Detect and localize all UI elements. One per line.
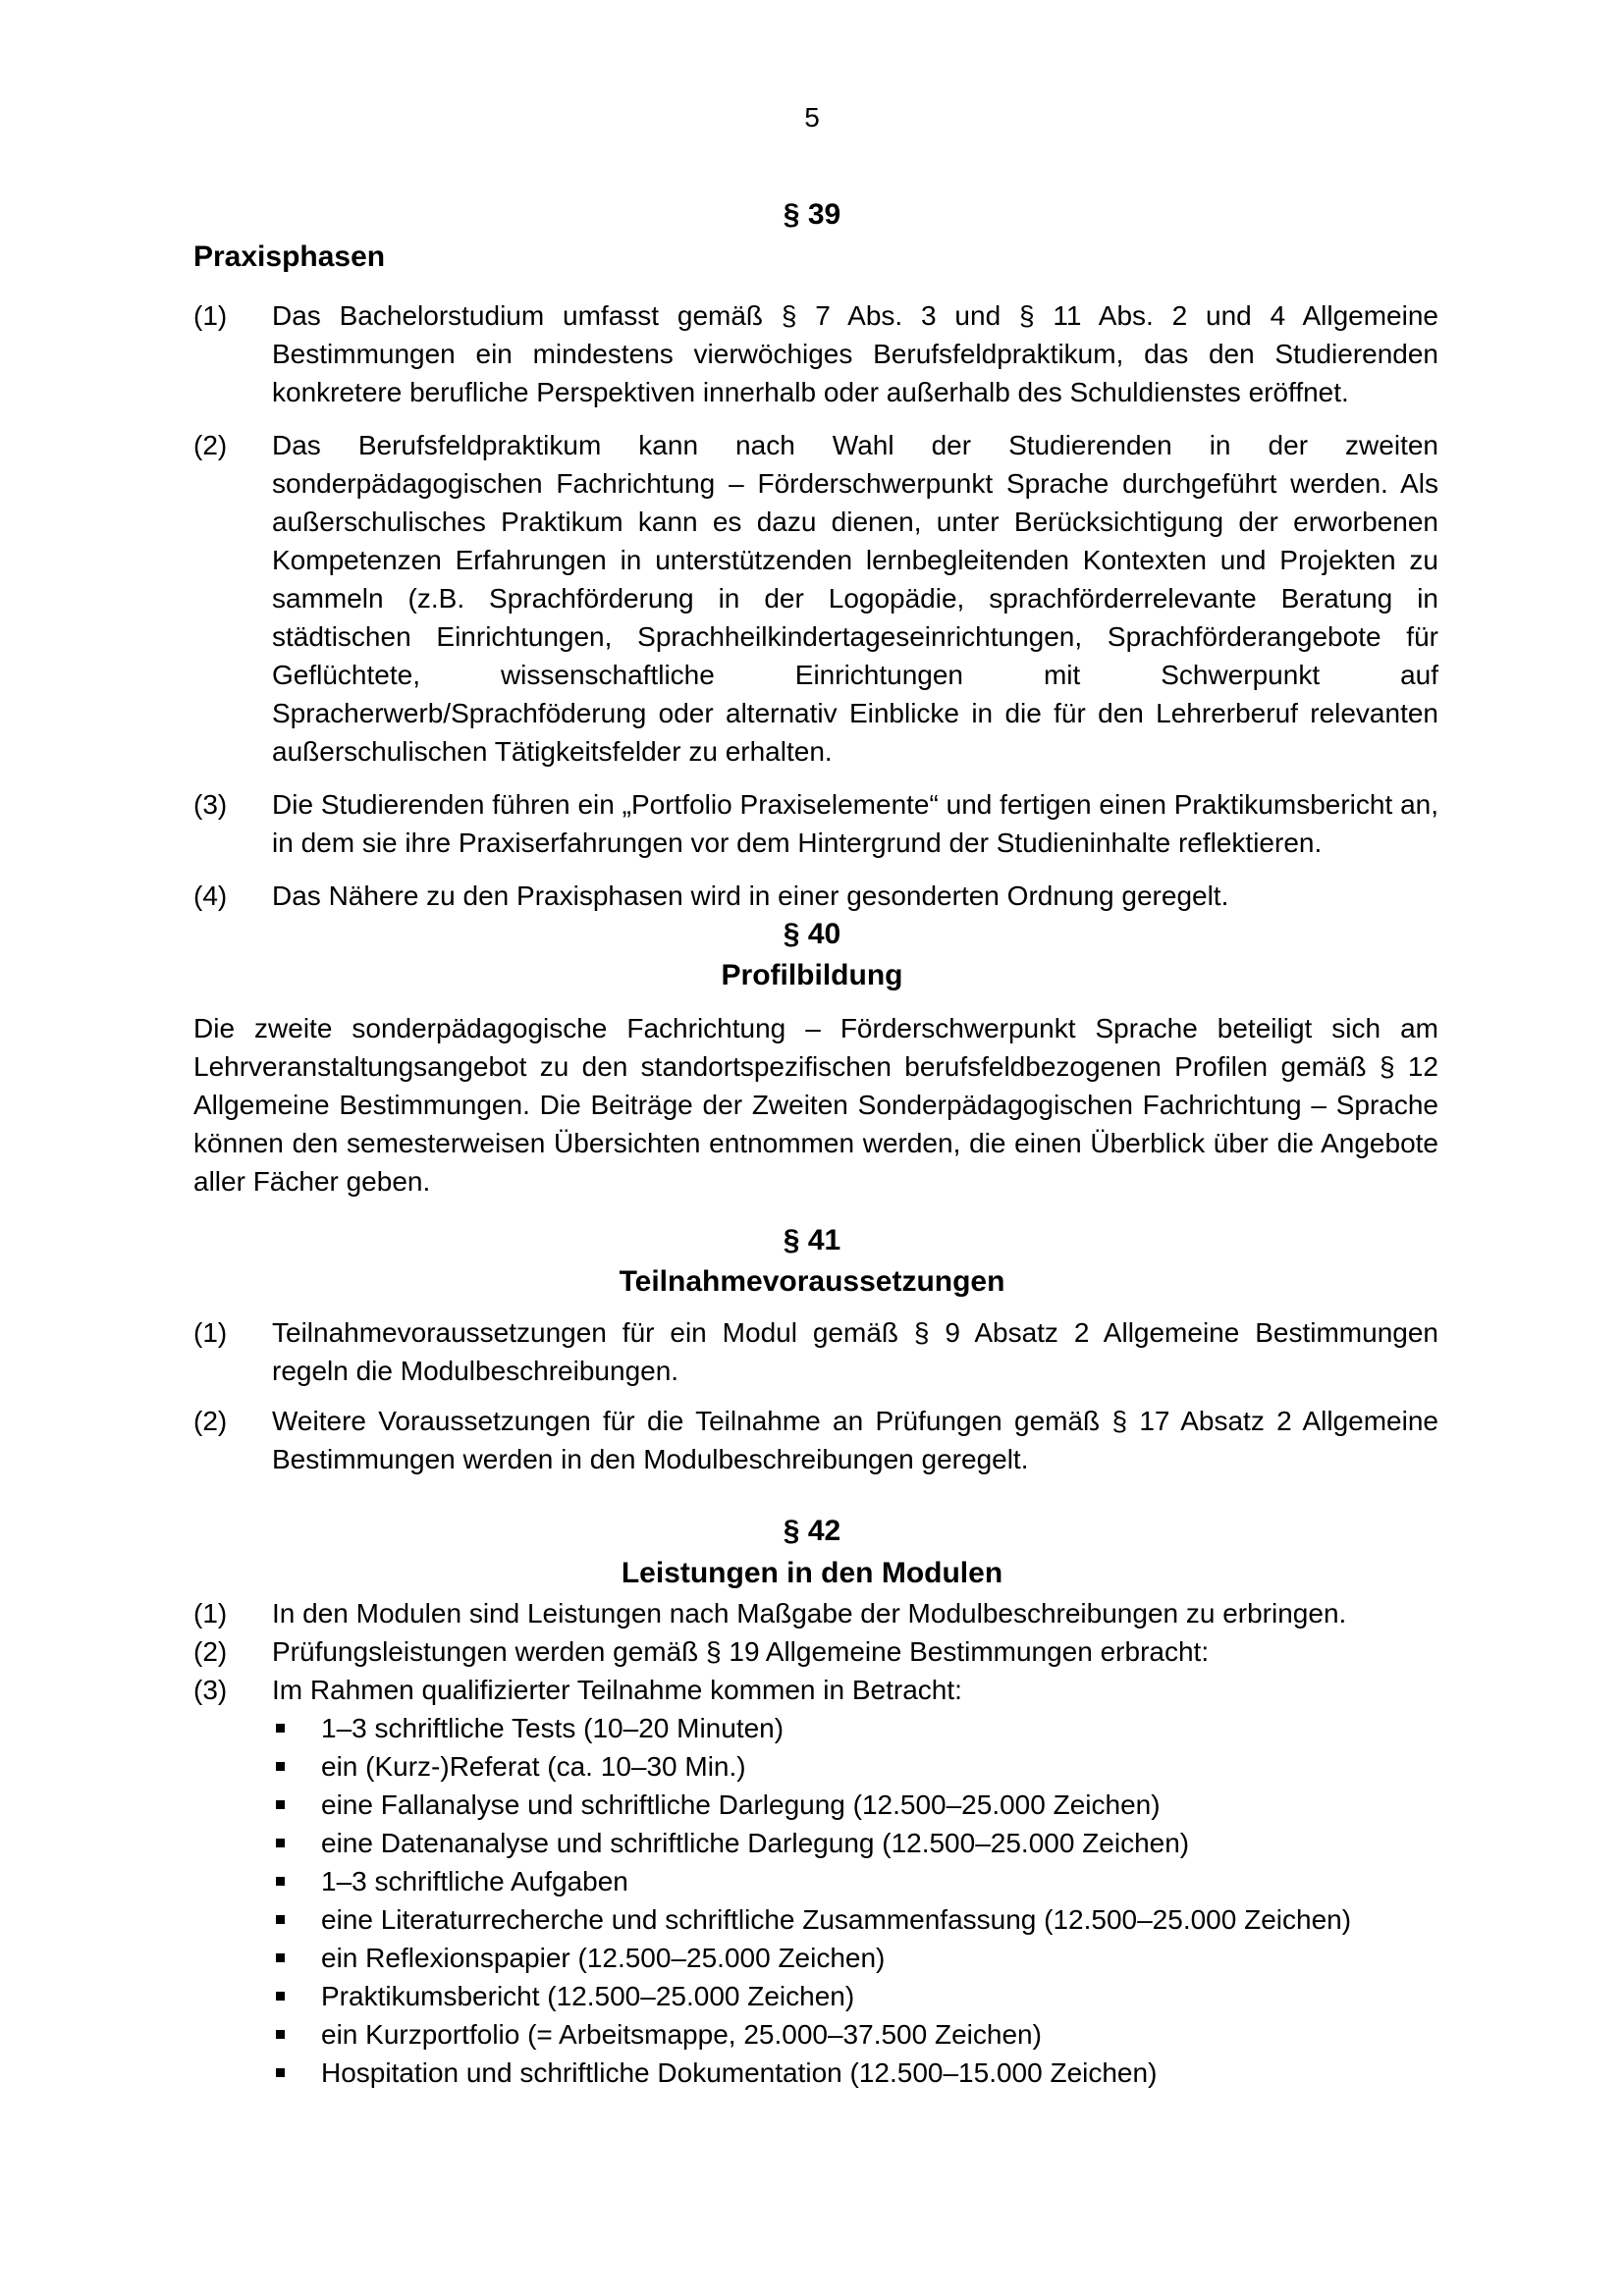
list-item [272, 1824, 1450, 1862]
section-40-text: Die zweite sonderpädagogische Fachrichtung – Förderschwerpunkt Sprache beteiligt sich am Lehrveranstaltungsangebot zu den standortspezifischen berufsfeldbezogenen Profilen gemäß § 12 Allgemeine Bestimmungen. Die Beiträge der Zweiten Sonderpädagogischen Fachrichtung – Sprache können den semesterweisen Übersichten entnommen werden, die einen Überblick über die Angebote aller Fächer geben. [193, 1013, 1438, 1197]
section-42-item [193, 1632, 1438, 1671]
item-text: In den Modulen sind Leistungen nach Maßgabe der Modulbeschreibungen zu erbringen. [272, 1598, 1347, 1629]
list-item-text: 1–3 schriftliche Aufgaben [321, 1866, 628, 1896]
square-bullet-icon [276, 1877, 285, 1886]
list-item-text: ein (Kurz-)Referat (ca. 10–30 Min.) [321, 1751, 746, 1782]
section-39-title: Praxisphasen [193, 240, 386, 273]
section-42-number: § 42 [783, 1515, 841, 1547]
section-39-number: § 39 [783, 198, 841, 231]
list-item [272, 1977, 1450, 2015]
item-number: (2) [193, 1636, 228, 1667]
item-number: (1) [193, 300, 228, 331]
section-41-item [193, 1402, 1438, 1478]
square-bullet-icon [276, 1724, 285, 1733]
square-bullet-icon [276, 1992, 285, 2001]
section-40-number: § 40 [783, 918, 841, 950]
square-bullet-icon [276, 1762, 285, 1771]
section-40-title: Profilbildung [721, 959, 903, 991]
list-item [272, 1709, 1450, 1747]
section-39-item [193, 877, 1438, 915]
list-item [272, 1939, 1450, 1977]
item-text: Prüfungsleistungen werden gemäß § 19 Allgemeine Bestimmungen erbracht: [272, 1636, 1210, 1667]
item-text: Das Nähere zu den Praxisphasen wird in einer gesonderten Ordnung geregelt. [272, 881, 1229, 911]
item-number: (2) [193, 430, 228, 460]
list-item-text: 1–3 schriftliche Tests (10–20 Minuten) [321, 1713, 785, 1743]
item-number: (4) [193, 881, 228, 911]
list-item [272, 2015, 1450, 2054]
list-item [272, 1900, 1450, 1939]
section-39-item [193, 296, 1438, 411]
item-number: (1) [193, 1598, 228, 1629]
square-bullet-icon [276, 2030, 285, 2039]
square-bullet-icon [276, 1839, 285, 1847]
square-bullet-icon [276, 2068, 285, 2077]
list-item-text: Hospitation und schriftliche Dokumentation (12.500–15.000 Zeichen) [321, 2057, 1158, 2088]
section-41-item [193, 1313, 1438, 1390]
list-item [272, 2054, 1450, 2092]
item-number: (1) [193, 1317, 228, 1348]
section-42-item [193, 1594, 1438, 1632]
list-item [272, 1747, 1450, 1786]
item-text: Weitere Voraussetzungen für die Teilnahme an Prüfungen gemäß § 17 Absatz 2 Allgemeine Bestimmungen werden in den Modulbeschreibungen geregelt. [272, 1406, 1438, 1474]
item-text: Das Bachelorstudium umfasst gemäß § 7 Abs. 3 und § 11 Abs. 2 und 4 Allgemeine Bestimmungen ein mindestens vierwöchiges Berufsfeldpraktikum, das den Studierenden konkretere berufliche Perspektiven innerhalb oder außerhalb des Schuldienstes eröffnet. [272, 300, 1438, 407]
section-39-item [193, 785, 1438, 862]
page-number: 5 [804, 102, 820, 133]
list-item-text: ein Kurzportfolio (= Arbeitsmappe, 25.000–37.500 Zeichen) [321, 2019, 1042, 2050]
item-text: Die Studierenden führen ein „Portfolio Praxiselemente“ und fertigen einen Praktikumsbericht an, in dem sie ihre Praxiserfahrungen vor dem Hintergrund der Studieninhalte reflektieren. [272, 789, 1438, 858]
list-item-text: ein Reflexionspapier (12.500–25.000 Zeichen) [321, 1943, 886, 1973]
section-39-list [193, 296, 1438, 915]
square-bullet-icon [276, 1953, 285, 1962]
section-41-list [193, 1313, 1438, 1478]
square-bullet-icon [276, 1800, 285, 1809]
list-item-text: Praktikumsbericht (12.500–25.000 Zeichen) [321, 1981, 855, 2011]
section-42-list [193, 1594, 1438, 1709]
section-42-title: Leistungen in den Modulen [621, 1557, 1003, 1589]
item-number: (2) [193, 1406, 228, 1436]
section-41-title: Teilnahmevoraussetzungen [619, 1265, 1005, 1298]
item-text: Das Berufsfeldpraktikum kann nach Wahl der Studierenden in der zweiten sonderpädagogischen Fachrichtung – Förderschwerpunkt Sprache durchgeführt werden. Als außerschulisches Praktikum kann es dazu dienen, unter Berücksichtigung der erworbenen Kompetenzen Erfahrungen in unterstützenden lernbegleitenden Kontexten und Projekten zu sammeln (z.B. Sprachförderung in der Logopädie, sprachförderrelevante Beratung in städtischen Einrichtungen, Sprachheilkindertageseinrichtungen, Sprachförderangebote für Geflüchtete, wissenschaftliche Einrichtungen mit Schwerpunkt auf Spracherwerb/Sprachföderung oder alternativ Einblicke in die für den Lehrerberuf relevanten außerschulischen Tätigkeitsfelder zu erhalten. [272, 430, 1438, 767]
list-item [272, 1786, 1450, 1824]
qualified-participation-list [272, 1709, 1450, 2092]
list-item [272, 1862, 1450, 1900]
section-39-item [193, 426, 1438, 771]
item-number: (3) [193, 1675, 228, 1705]
item-text: Im Rahmen qualifizierter Teilnahme kommen in Betracht: [272, 1675, 962, 1705]
list-item-text: eine Literaturrecherche und schriftliche Zusammenfassung (12.500–25.000 Zeichen) [321, 1904, 1352, 1935]
section-42-item [193, 1671, 1438, 1709]
item-number: (3) [193, 789, 228, 820]
square-bullet-icon [276, 1915, 285, 1924]
list-item-text: eine Datenanalyse und schriftliche Darlegung (12.500–25.000 Zeichen) [321, 1828, 1190, 1858]
section-41-number: § 41 [783, 1224, 841, 1256]
list-item-text: eine Fallanalyse und schriftliche Darlegung (12.500–25.000 Zeichen) [321, 1789, 1161, 1820]
item-text: Teilnahmevoraussetzungen für ein Modul gemäß § 9 Absatz 2 Allgemeine Bestimmungen regeln die Modulbeschreibungen. [272, 1317, 1438, 1386]
